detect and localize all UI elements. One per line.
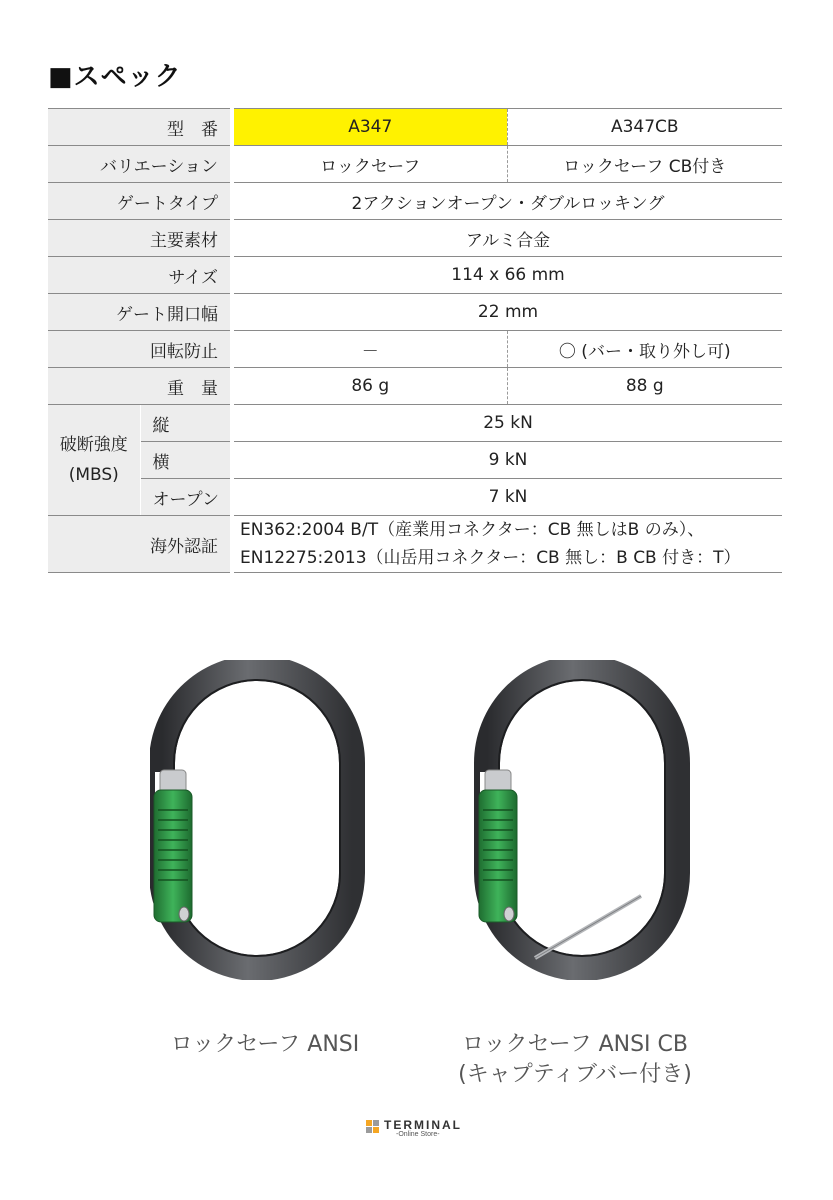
weight-a: 86 g (232, 368, 507, 405)
anti-rotation-label: 回転防止 (48, 331, 232, 368)
cert-label: 海外認証 (48, 516, 232, 573)
caption-locksafe-cb-line1: ロックセーフ ANSI CB (462, 1032, 688, 1057)
carabiner-cb-illustration (465, 660, 695, 980)
caption-locksafe: ロックセーフ ANSI (170, 1032, 360, 1057)
table-row (48, 257, 782, 294)
size-value: 114 x 66 mm (232, 257, 782, 294)
carabiner-image-locksafe (150, 660, 380, 980)
caption-locksafe-cb (440, 1030, 710, 1090)
cert-line-1: EN362:2004 B/T（産業用コネクター：CB 無しはB のみ）、 (240, 520, 705, 540)
table-row (48, 294, 782, 331)
table-row (48, 109, 782, 146)
gate-opening-value: 22 mm (232, 294, 782, 331)
gate-type-label: ゲートタイプ (48, 183, 232, 220)
carabiner-image-locksafe-cb (465, 660, 695, 980)
material-label: 主要素材 (48, 220, 232, 257)
spec-table (48, 108, 782, 573)
strength-label-line2: (MBS) (68, 465, 119, 485)
brand-subtitle: -Online Store- (396, 1131, 440, 1138)
gate-type-value: 2アクションオープン・ダブルロッキング (232, 183, 782, 220)
table-row (48, 516, 782, 573)
table-row (48, 220, 782, 257)
gate-open-value: 7 kN (232, 479, 782, 516)
anti-rotation-a: － (232, 331, 507, 368)
brand-logo-icon (366, 1120, 380, 1134)
cert-line-2: EN12275:2013（山岳用コネクター：CB 無し：B CB 付き：T） (240, 548, 741, 568)
size-label: サイズ (48, 257, 232, 294)
variation-b: ロックセーフ CB付き (507, 146, 782, 183)
major-axis-label: 縦 (140, 405, 232, 442)
major-axis-value: 25 kN (232, 405, 782, 442)
minor-axis-label: 横 (140, 442, 232, 479)
table-row (48, 479, 782, 516)
gate-opening-label: ゲート開口幅 (48, 294, 232, 331)
strength-label-line1: 破断強度 (59, 435, 128, 455)
brand-footer (366, 1118, 476, 1142)
model-a: A347 (232, 109, 507, 146)
anti-rotation-b: 〇 (バー・取り外し可) (507, 331, 782, 368)
model-label: 型 番 (48, 109, 232, 146)
section-title: ■スペック (48, 62, 182, 92)
minor-axis-value: 9 kN (232, 442, 782, 479)
gate-open-label: オープン (140, 479, 232, 516)
carabiner-illustration (150, 660, 380, 980)
weight-label: 重 量 (48, 368, 232, 405)
weight-b: 88 g (507, 368, 782, 405)
table-row (48, 368, 782, 405)
cert-value (232, 516, 782, 573)
table-row (48, 442, 782, 479)
table-row (48, 146, 782, 183)
brand-name: TERMINAL (384, 1118, 462, 1132)
model-b: A347CB (507, 109, 782, 146)
table-row (48, 331, 782, 368)
table-row (48, 183, 782, 220)
table-row (48, 405, 782, 442)
material-value: アルミ合金 (232, 220, 782, 257)
strength-label (48, 405, 140, 516)
caption-locksafe-cb-line2: (キャプティブバー付き) (458, 1062, 692, 1087)
variation-a: ロックセーフ (232, 146, 507, 183)
variation-label: バリエーション (48, 146, 232, 183)
